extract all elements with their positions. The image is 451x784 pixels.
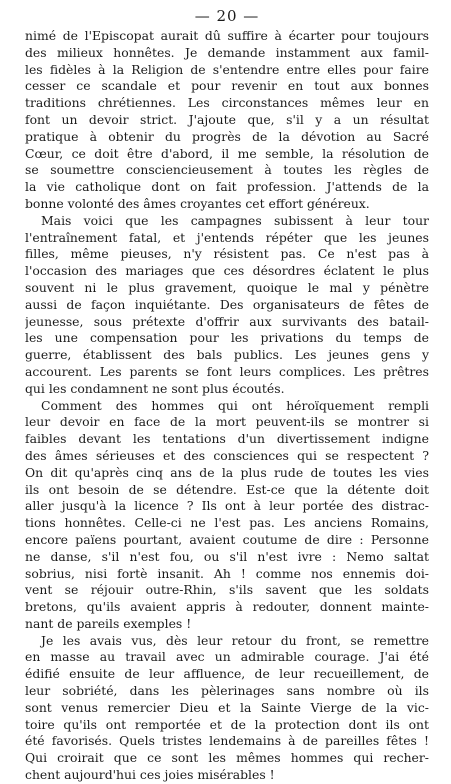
- text-line: aller jusqu'à la licence ? Ils ont à leur portée des distrac-: [25, 498, 429, 514]
- text-line: souvent ni le plus gravement, quoique le mal y pénètre: [25, 279, 429, 295]
- text-line: leur sobriété, dans les pèlerinages sans nombre où ils: [25, 683, 429, 699]
- text-line: sont venus remercier Dieu et la Sainte Vierge de la vic-: [25, 699, 429, 715]
- text-line: tions honnêtes. Celle-ci ne l'est pas. Les anciens Romains,: [25, 515, 429, 531]
- text-line: jeunesse, sous prétexte d'offrir aux survivants des batail-: [25, 313, 429, 329]
- text-line: On dit qu'après cinq ans de la plus rude de toutes les vies: [25, 464, 429, 480]
- text-line: vent se réjouir outre-Rhin, s'ils savent que les soldats: [25, 582, 429, 598]
- paragraph-3: [25, 398, 429, 633]
- text-line: ne danse, s'il n'est fou, ou s'il n'est ivre : Nemo saltat: [25, 548, 429, 564]
- text-line: accourent. Les parents se font leurs complices. Les prêtres: [25, 363, 429, 379]
- page-number: — 20 —: [194, 7, 260, 25]
- paragraph-1: [25, 28, 429, 213]
- text-line: traditions chrétiennes. Les circonstances mêmes leur en: [25, 95, 429, 111]
- text-line: filles, même pieuses, n'y résistent pas. Ce n'est pas à: [25, 246, 429, 262]
- text-line: l'occasion des mariages que ces désordres éclatent le plus: [25, 263, 429, 279]
- text-line: leur devoir en face de la mort peuvent-ils se montrer si: [25, 414, 429, 430]
- text-line: les une compensation pour les privations du temps de: [25, 330, 429, 346]
- text-line: l'entraînement fatal, et j'entends répéter que les jeunes: [25, 229, 429, 245]
- text-line: Je les avais vus, dès leur retour du front, se remettre: [41, 632, 429, 648]
- text-line: encore païens pourtant, avaient coutume de dire : Personne: [25, 531, 429, 547]
- text-line: chent aujourd'hui ces joies misérables !: [25, 767, 275, 783]
- text-line: faibles devant les tentations d'un divertissement indigne: [25, 431, 429, 447]
- text-line: sobrius, nisi fortè insanit. Ah ! comme nos ennemis doi-: [25, 565, 429, 581]
- text-line: des âmes sérieuses et des consciences qui se respectent ?: [25, 447, 429, 463]
- text-line: les fidèles à la Religion de s'entendre entre elles pour faire: [25, 61, 429, 77]
- text-line: font un devoir strict. J'ajoute que, s'il y a un résultat: [25, 111, 429, 127]
- text-line: Cœur, ce doit être d'abord, il me semble, la résolution de: [25, 145, 429, 161]
- text-line: cesser ce scandale et pour revenir en tout aux bonnes: [25, 78, 429, 94]
- text-line: Qui croirait que ce sont les mêmes hommes qui recher-: [25, 750, 429, 766]
- paragraph-4: [25, 633, 429, 784]
- text-line: Comment des hommes qui ont héroïquement rempli: [41, 397, 429, 413]
- text-line: bonne volonté des âmes croyantes cet effort généreux.: [25, 195, 370, 211]
- text-line: bretons, qu'ils avaient appris à redouter, donnent mainte-: [25, 599, 429, 615]
- text-line: des milieux honnêtes. Je demande instamment aux famil-: [25, 44, 429, 60]
- text-line: se soumettre consciencieusement à toutes les règles de: [25, 162, 429, 178]
- text-line: édifié ensuite de leur affluence, de leur recueillement, de: [25, 666, 429, 682]
- text-line: été favorisés. Quels tristes lendemains à de pareilles fêtes !: [25, 733, 429, 749]
- text-line: toire qu'ils ont remportée et de la protection dont ils ont: [25, 716, 429, 732]
- text-line: la vie catholique dont on fait profession. J'attends de la: [25, 179, 429, 195]
- text-line: en masse au travail avec un admirable courage. J'ai été: [25, 649, 429, 665]
- text-line: guerre, établissent des bals publics. Les jeunes gens y: [25, 347, 429, 363]
- paragraph-2: [25, 213, 429, 398]
- text-line: nimé de l'Episcopat aurait dû suffire à écarter pour toujours: [25, 28, 429, 43]
- text-line: aussi de façon inquiétante. Des organisateurs de fêtes de: [25, 296, 429, 312]
- text-line: nant de pareils exemples !: [25, 615, 192, 631]
- text-line: ils ont besoin de se détendre. Est-ce que la détente doit: [25, 481, 429, 497]
- text-line: qui les condamnent ne sont plus écoutés.: [25, 380, 285, 396]
- text-line: Mais voici que les campagnes subissent à leur tour: [41, 212, 429, 228]
- body-text: [25, 28, 429, 784]
- book-page: [25, 6, 429, 783]
- text-line: pratique à obtenir du progrès de la dévotion au Sacré: [25, 128, 429, 144]
